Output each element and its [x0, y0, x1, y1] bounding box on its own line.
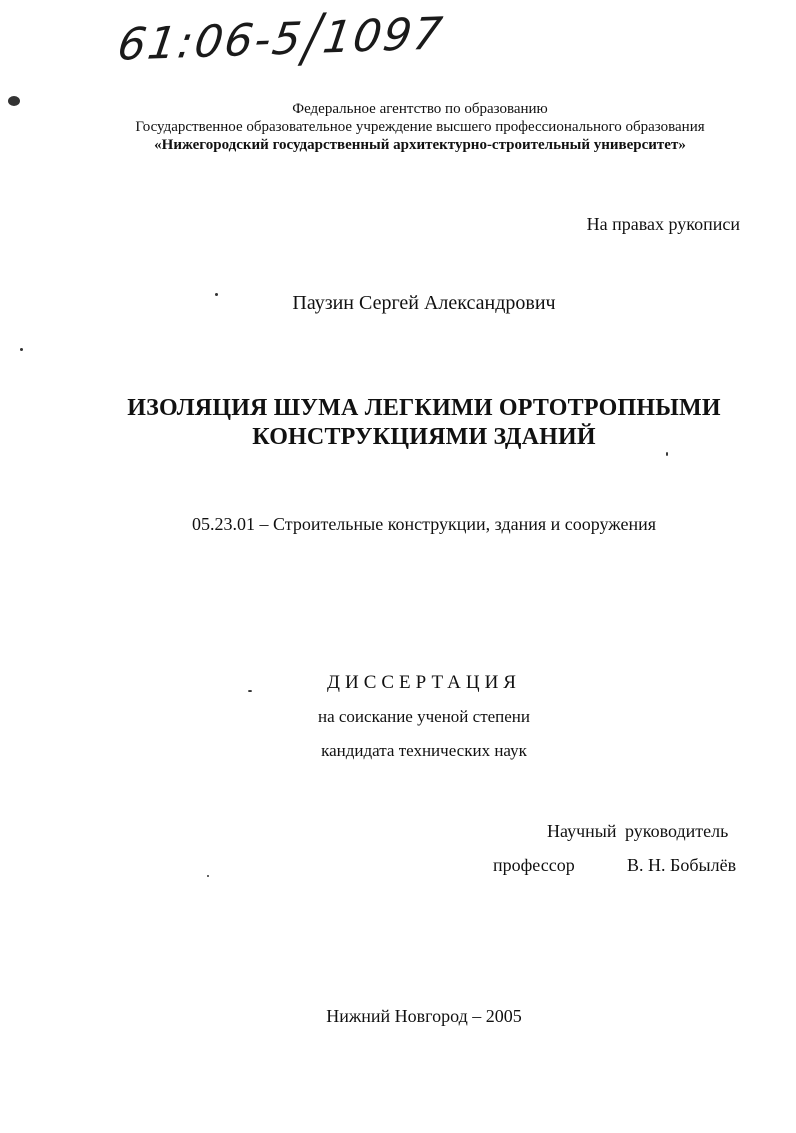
dissertation-title-line1: ИЗОЛЯЦИЯ ШУМА ЛЕГКИМИ ОРТОТРОПНЫМИ: [127, 395, 721, 421]
archive-code-slash: /: [299, 0, 327, 76]
handwritten-archive-code: [114, 0, 447, 76]
dissertation-title-line2: КОНСТРУКЦИЯМИ ЗДАНИЙ: [252, 424, 596, 450]
rights-note: На правах рукописи: [586, 214, 740, 234]
supervisor-name: В. Н. Бобылёв: [627, 855, 737, 875]
university-name: «Нижегородский государственный архитектурно-строительный университет»: [154, 137, 686, 153]
scan-speck: [666, 452, 668, 456]
degree-line2: кандидата технических наук: [321, 741, 527, 760]
archive-code-part2: 1097: [319, 8, 447, 64]
document-type: ДИССЕРТАЦИЯ: [327, 672, 521, 693]
agency-name: Федеральное агентство по образованию: [292, 101, 548, 117]
institution-name: Государственное образовательное учреждение высшего профессионального образования: [135, 119, 705, 135]
supervisor-label: Научный руководитель: [547, 821, 729, 841]
archive-code-part1: 61:06-5: [114, 13, 307, 71]
author-name: Паузин Сергей Александрович: [292, 292, 556, 314]
scan-speck: [207, 875, 209, 877]
degree-line1: на соискание ученой степени: [317, 707, 531, 726]
supervisor-rank: профессор: [493, 855, 575, 875]
scan-speck: [20, 348, 23, 351]
specialty-code: 05.23.01 – Строительные конструкции, здания и сооружения: [191, 514, 657, 534]
ink-blot: [8, 96, 20, 106]
place-and-year: Нижний Новгород – 2005: [326, 1006, 522, 1026]
